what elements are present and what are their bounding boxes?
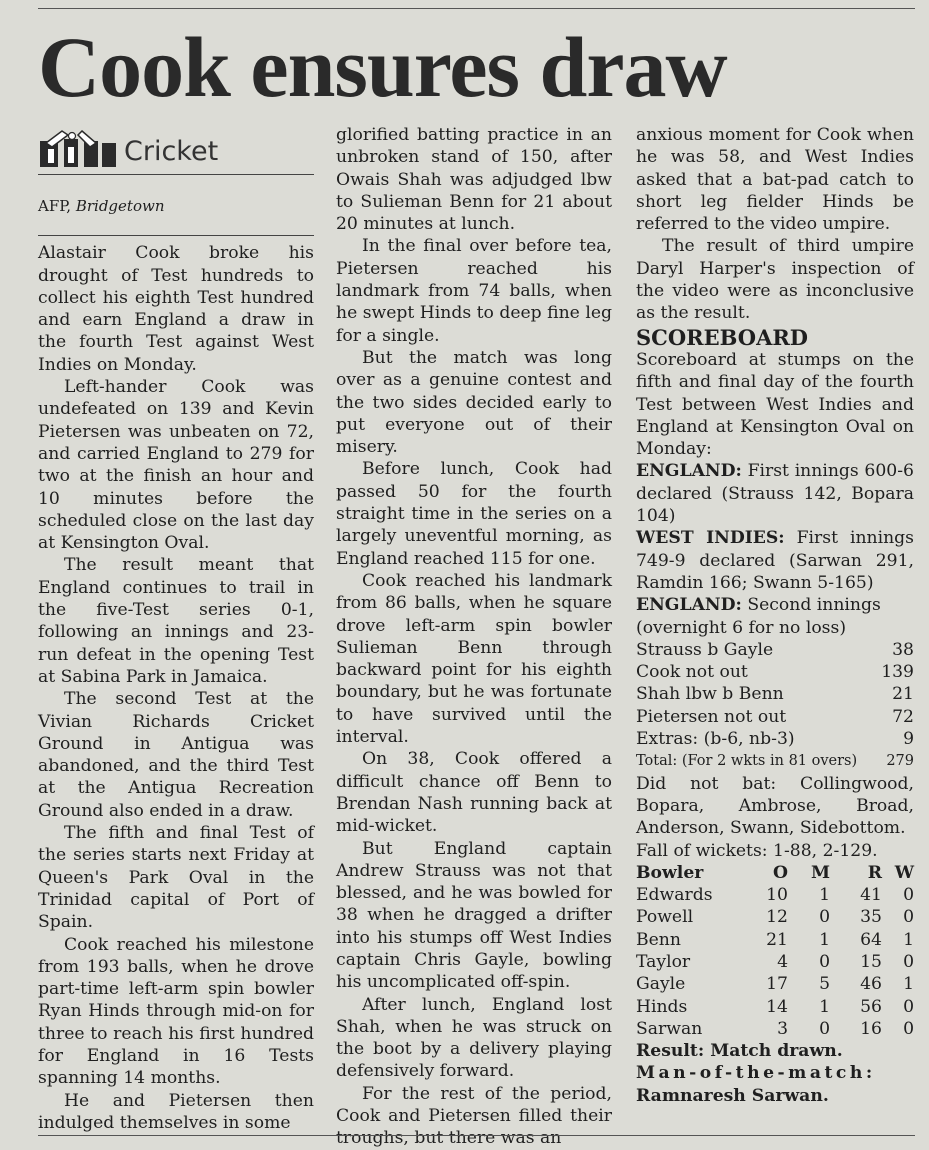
batsman: Cook not out (636, 662, 748, 683)
maidens: 1 (819, 885, 830, 906)
batsman: Shah lbw b Benn (636, 684, 784, 705)
batting-row (636, 661, 914, 683)
overs: 10 (766, 885, 788, 906)
runs: 41 (860, 885, 882, 906)
wickets: 0 (903, 951, 914, 972)
header-runs: R (867, 862, 882, 883)
top-rule (38, 8, 915, 9)
section-label: Cricket (124, 135, 219, 167)
innings-text: Second innings (741, 595, 881, 616)
maidens: 5 (819, 974, 830, 995)
runs: 46 (860, 974, 882, 995)
header-overs: O (773, 862, 788, 883)
paragraph: But the match was long over as a genuine contest and the two sides decided early to put everyone out of their misery. (336, 347, 612, 458)
paragraph: In the final over before tea, Pietersen reached his landmark from 74 balls, when he swept Hinds to deep fine leg for a single. (336, 236, 612, 346)
section-header (38, 130, 314, 174)
runs: 72 (892, 706, 914, 727)
match-result: Result: Match drawn. (636, 1041, 843, 1062)
bowling-row (636, 884, 914, 906)
wickets: 1 (903, 929, 914, 950)
england-first-innings (636, 460, 914, 527)
wickets: 0 (903, 885, 914, 906)
bowler: Gayle (636, 974, 686, 995)
byline-place: Bridgetown (75, 197, 165, 215)
column-2 (336, 124, 612, 1150)
runs: 139 (881, 662, 914, 683)
total-runs: 279 (886, 753, 914, 770)
header-bowler: Bowler (636, 862, 704, 883)
runs: 9 (903, 729, 914, 750)
man-of-the-match-name: Ramnaresh Sarwan. (636, 1085, 829, 1106)
byline (38, 195, 314, 217)
paragraph: Cook reached his landmark from 86 balls, when he square drove left-arm spin bowler Sulieman Benn through backward point for his eighth boundary, but he was fortunate to have survived until the interval. (336, 570, 612, 748)
paragraph: Before lunch, Cook had passed 50 for the fourth straight time in the series on a largely uneventful morning, as England reached 115 for one. (336, 459, 612, 569)
cricket-bats-icon (38, 129, 124, 175)
paragraph: Left-hander Cook was undefeated on 139 and Kevin Pietersen was unbeaten on 72, and carried England to 279 for two at the finish an hour and 10 minutes before the scheduled close on the last day at Kensington Oval. (38, 377, 314, 554)
runs: 16 (860, 1018, 882, 1039)
batting-row (636, 683, 914, 705)
team-name: WEST INDIES: (636, 528, 785, 549)
bowling-row (636, 929, 914, 951)
paragraph: The fifth and final Test of the series starts next Friday at Queen's Park Oval in the Trinidad capital of Port of Spain. (38, 823, 314, 933)
team-name: ENGLAND: (636, 595, 742, 616)
bowling-row (636, 973, 914, 995)
byline-rule (38, 235, 314, 236)
bowler: Sarwan (636, 1018, 703, 1039)
total-row (636, 750, 914, 772)
column-1 (38, 124, 314, 1134)
header-wickets: W (894, 862, 914, 883)
header-maidens: M (810, 862, 830, 883)
scoreboard-title: SCOREBOARD (636, 324, 809, 350)
bowling-row (636, 1018, 914, 1040)
bowler: Hinds (636, 996, 688, 1017)
fall-of-wickets: Fall of wickets: 1-88, 2-129. (636, 840, 878, 861)
bowler: Benn (636, 929, 681, 950)
paragraph: For the rest of the period, Cook and Pietersen filled their troughs, but there was an (336, 1083, 612, 1149)
overs: 21 (766, 929, 788, 950)
west-indies-first-innings (636, 527, 914, 594)
bowling-row (636, 996, 914, 1018)
paragraph: The result of third umpire Daryl Harper's inspection of the video were as inconclusive as the result. (636, 236, 914, 324)
overs: 4 (777, 951, 788, 972)
overnight-note: (overnight 6 for no loss) (636, 617, 847, 638)
man-of-the-match-label: Man-of-the-match: (636, 1063, 876, 1084)
overs: 12 (766, 907, 788, 928)
bottom-rule (38, 1135, 915, 1136)
overs: 17 (766, 974, 788, 995)
column-3 (636, 124, 914, 1107)
headline: Cook ensures draw (38, 19, 727, 115)
paragraph: anxious moment for Cook when he was 58, and West Indies asked that a bat-pad catch to short leg fielder Hinds be referred to the video umpire. (636, 125, 914, 235)
paragraph: glorified batting practice in an unbroken stand of 150, after Owais Shah was adjudged lbw to Sulieman Benn for 21 about 20 minutes at lunch. (336, 125, 612, 235)
batting-row (636, 706, 914, 728)
wickets: 1 (903, 974, 914, 995)
paragraph: The second Test at the Vivian Richards Cricket Ground in Antigua was abandoned, and the third Test at the Antigua Recreation Ground also ended in a draw. (38, 689, 314, 821)
wickets: 0 (903, 996, 914, 1017)
runs: 21 (892, 684, 914, 705)
bowler: Powell (636, 907, 694, 928)
paragraph: But England captain Andrew Strauss was not that blessed, and he was bowled for 38 when he dragged a drifter into his stumps off West Indies captain Chris Gayle, bowling his uncomplicated off-spin. (336, 838, 612, 993)
overs: 3 (777, 1018, 788, 1039)
paragraph: Cook reached his milestone from 193 balls, when he drove part-time left-arm spin bowler Ryan Hinds through mid-on for three to reach his first hundred for England in 16 Tests spanning 14 months. (38, 934, 314, 1089)
runs: 15 (860, 951, 882, 972)
paragraph: He and Pietersen then indulged themselves in some (38, 1090, 314, 1133)
wickets: 0 (903, 1018, 914, 1039)
innings-text: First innings 600-6 declared (Strauss 142, Bopara 104) (636, 461, 914, 527)
maidens: 0 (819, 951, 830, 972)
overs: 14 (766, 996, 788, 1017)
batting-row (636, 728, 914, 750)
bowling-row (636, 906, 914, 928)
did-not-bat: Did not bat: Collingwood, Bopara, Ambrose, Broad, Anderson, Swann, Sidebottom. (636, 773, 914, 839)
paragraph: After lunch, England lost Shah, when he was struck on the boot by a delivery playing defensively forward. (336, 994, 612, 1082)
maidens: 1 (819, 929, 830, 950)
maidens: 0 (819, 907, 830, 928)
paragraph: On 38, Cook offered a difficult chance off Benn to Brendan Nash running back at mid-wicket. (336, 749, 612, 837)
batsman: Extras: (b-6, nb-3) (636, 729, 795, 750)
runs: 38 (892, 639, 914, 660)
runs: 35 (860, 907, 882, 928)
scoreboard-intro: Scoreboard at stumps on the fifth and final day of the fourth Test between West Indies and England at Kensington Oval on Monday: (636, 349, 914, 460)
bowler: Taylor (636, 951, 691, 972)
batting-row (636, 639, 914, 661)
maidens: 1 (819, 996, 830, 1017)
runs: 64 (860, 929, 882, 950)
batsman: Strauss b Gayle (636, 639, 774, 660)
total-label: Total: (For 2 wkts in 81 overs) (636, 753, 858, 770)
paragraph: Alastair Cook broke his drought of Test hundreds to collect his eighth Test hundred and earn England a draw in the fourth Test against West Indies on Monday. (38, 243, 314, 375)
bowler: Edwards (636, 885, 713, 906)
batsman: Pietersen not out (636, 706, 787, 727)
runs: 56 (860, 996, 882, 1017)
team-name: ENGLAND: (636, 461, 742, 482)
bowling-header (636, 862, 914, 884)
bowling-row (636, 951, 914, 973)
innings-text: First innings 749-9 declared (Sarwan 291, Ramdin 166; Swann 5-165) (636, 528, 914, 593)
paragraph: The result meant that England continues to trail in the five-Test series 0-1, following an innings and 23-run defeat in the opening Test at Sabina Park in Jamaica. (38, 555, 314, 687)
wickets: 0 (903, 907, 914, 928)
maidens: 0 (819, 1018, 830, 1039)
byline-agency: AFP, (38, 197, 72, 215)
england-second-innings (636, 594, 914, 616)
